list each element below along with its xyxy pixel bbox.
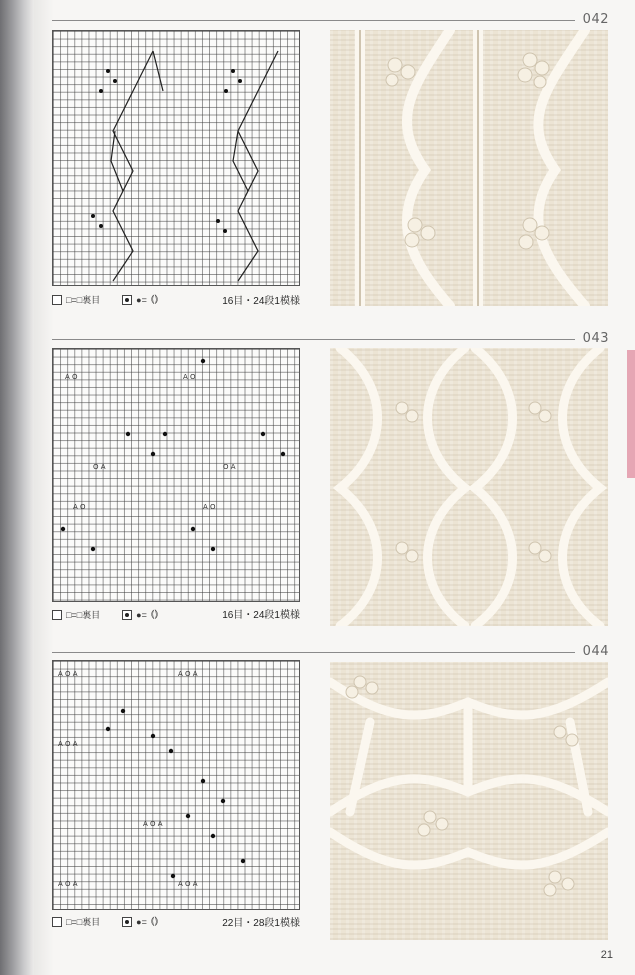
svg-text:A O A: A O A [58, 670, 78, 678]
legend-purl-label: □=□裏目 [66, 295, 101, 305]
repeat-info: 16目・24段1模様 [222, 296, 300, 307]
chart-symbols [53, 31, 299, 285]
bobble-symbol-icon [122, 610, 132, 620]
svg-text:O A: O A [223, 463, 236, 471]
page-index-tab [627, 350, 635, 478]
chart-legend [52, 915, 158, 928]
swatch-photo [330, 662, 608, 940]
pattern-number: 044 [582, 644, 609, 659]
legend-purl-label: □=□裏目 [66, 610, 101, 620]
svg-text:A O: A O [183, 373, 196, 381]
bobble-symbol-icon [122, 917, 132, 927]
page-gutter-shadow [34, 0, 54, 975]
bobble-icon: ⦅⦆ [150, 915, 159, 927]
svg-text:O A: O A [93, 463, 106, 471]
repeat-info: 16目・24段1模様 [222, 610, 300, 621]
purl-symbol-icon [52, 610, 62, 620]
swatch-photo [330, 348, 608, 626]
legend-bobble-label: ●= [136, 609, 147, 620]
svg-text:A O A: A O A [178, 880, 198, 888]
svg-text:A O: A O [73, 503, 86, 511]
repeat-info: 22目・28段1模様 [222, 918, 300, 929]
svg-text:A O A: A O A [143, 820, 163, 828]
bobble-symbol-icon [122, 295, 132, 305]
swatch-texture [330, 662, 608, 940]
legend-bobble-label: ●= [136, 916, 147, 927]
svg-text:A O A: A O A [178, 670, 198, 678]
svg-text:A O A: A O A [58, 880, 78, 888]
section-rule [52, 20, 575, 21]
svg-text:A O: A O [203, 503, 216, 511]
purl-symbol-icon [52, 295, 62, 305]
svg-text:A O A: A O A [58, 740, 78, 748]
chart-legend [52, 608, 158, 621]
swatch-texture [330, 348, 608, 626]
section-rule [52, 339, 575, 340]
bobble-icon: ⦅⦆ [150, 608, 159, 620]
knitting-chart [52, 348, 300, 602]
knitting-chart [52, 660, 300, 910]
section-rule [52, 652, 575, 653]
bobble-icon: ⦅⦆ [150, 293, 159, 305]
chart-symbols [53, 349, 299, 601]
svg-text:A O: A O [65, 373, 78, 381]
knitting-chart [52, 30, 300, 286]
pattern-number: 042 [582, 12, 609, 27]
purl-symbol-icon [52, 917, 62, 927]
chart-legend [52, 293, 158, 306]
swatch-photo [330, 30, 608, 306]
chart-symbols [53, 661, 299, 909]
page-number: 21 [600, 949, 613, 961]
book-spine [0, 0, 34, 975]
legend-bobble-label: ●= [136, 294, 147, 305]
pattern-number: 043 [582, 331, 609, 346]
swatch-texture [330, 30, 608, 306]
legend-purl-label: □=□裏目 [66, 917, 101, 927]
